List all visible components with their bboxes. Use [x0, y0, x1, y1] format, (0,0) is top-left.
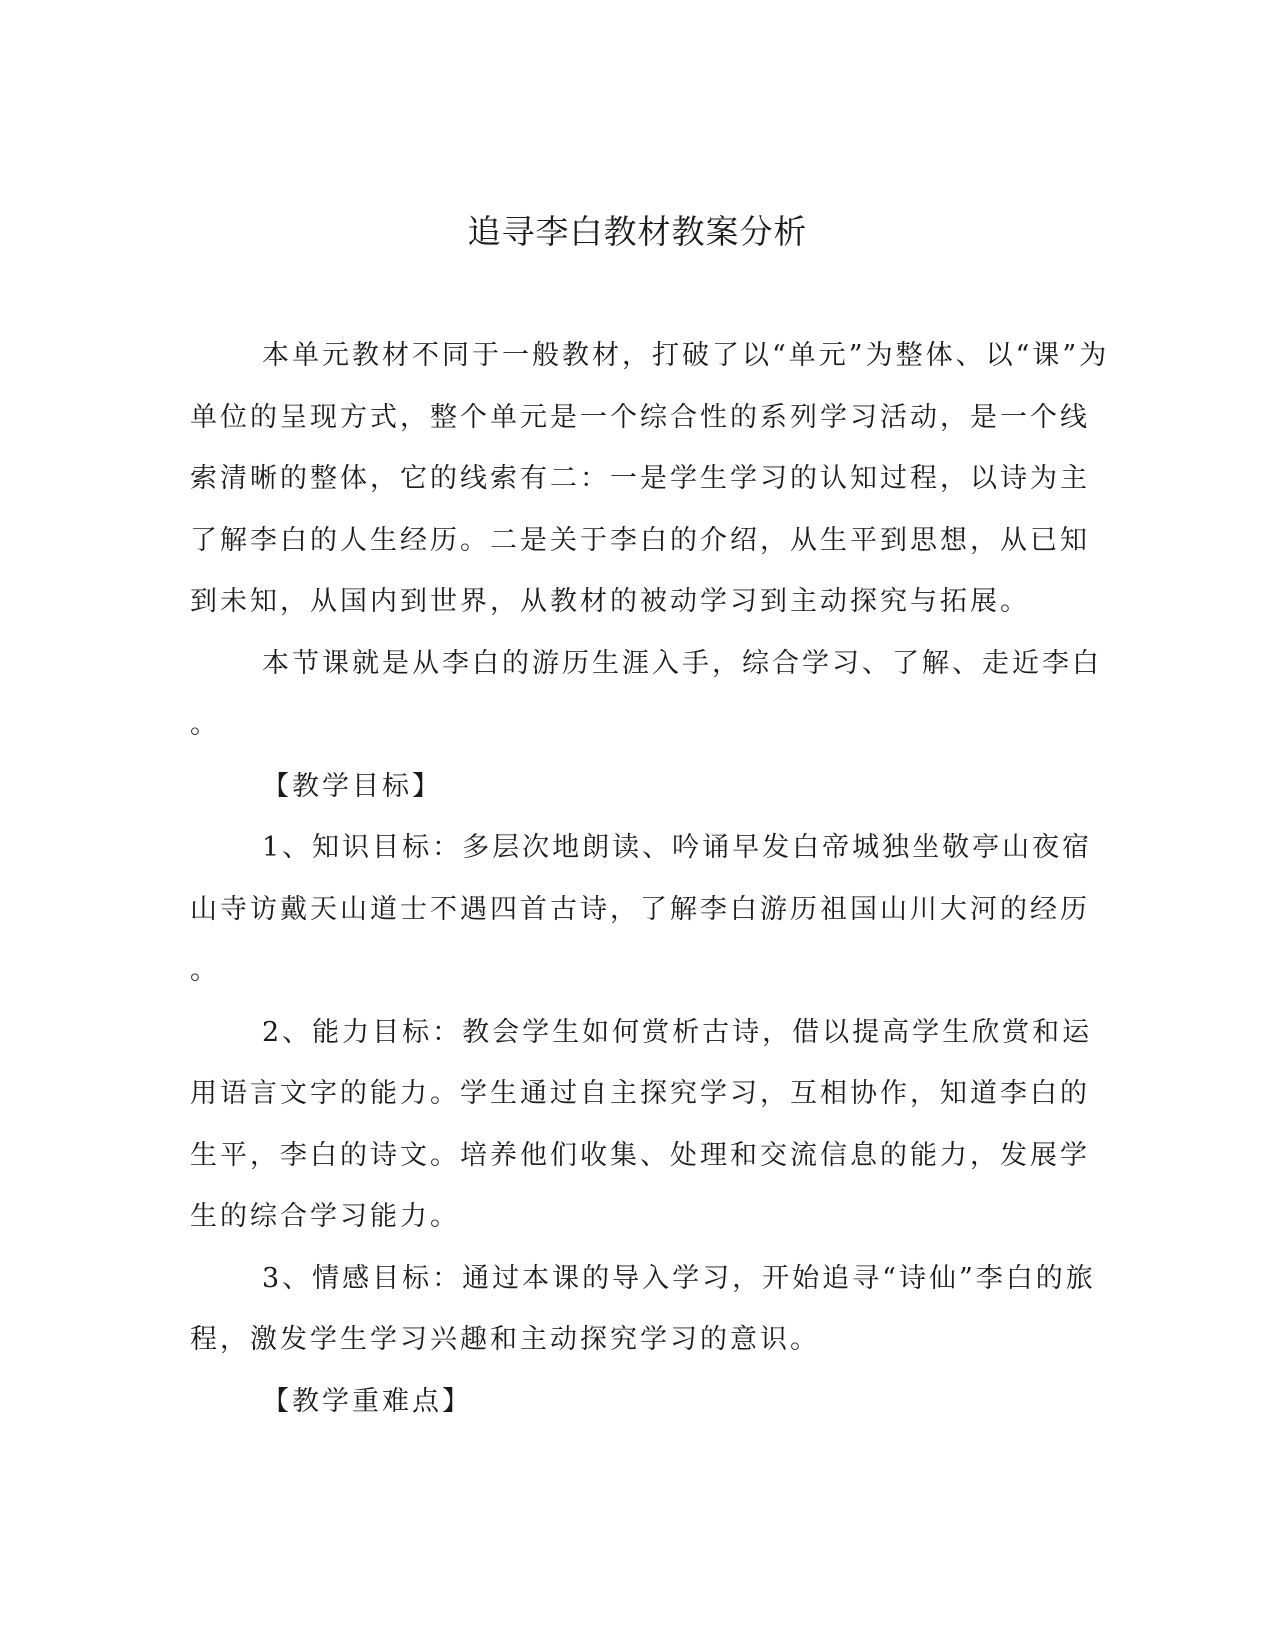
paragraph-line: 单位的呈现方式，整个单元是一个综合性的系列学习活动，是一个线: [190, 401, 1090, 433]
paragraph-line: 。: [190, 709, 220, 740]
section-heading: 【教学目标】: [262, 770, 442, 802]
paragraph-line: 3、情感目标：通过本课的导入学习，开始追寻“诗仙”李白的旅: [262, 1262, 1096, 1294]
document-title: 追寻李白教材教案分析: [467, 212, 808, 251]
paragraph-line: 了解李白的人生经历。二是关于李白的介绍，从生平到思想，从已知: [190, 524, 1090, 556]
paragraph-line: 到未知，从国内到世界，从教材的被动学习到主动探究与拓展。: [190, 586, 1030, 617]
paragraph-line: 。: [190, 955, 220, 986]
paragraph-line: 2、能力目标：教会学生如何赏析古诗，借以提高学生欣赏和运: [262, 1016, 1093, 1048]
paragraph-line: 用语言文字的能力。学生通过自主探究学习，互相协作，知道李白的: [190, 1078, 1090, 1109]
paragraph-line: 1、知识目标：多层次地朗读、吟诵早发白帝城独坐敬亭山夜宿: [262, 832, 1093, 863]
paragraph-line: 本单元教材不同于一般教材，打破了以“单元”为整体、以“课”为: [262, 340, 1110, 371]
paragraph-line: 索清晰的整体，它的线索有二：一是学生学习的认知过程，以诗为主: [190, 463, 1090, 494]
paragraph-line: 生平，李白的诗文。培养他们收集、处理和交流信息的能力，发展学: [190, 1139, 1090, 1171]
paragraph-line: 山寺访戴天山道士不遇四首古诗，了解李白游历祖国山川大河的经历: [190, 893, 1090, 925]
paragraph-line: 生的综合学习能力。: [190, 1201, 460, 1232]
section-heading: 【教学重难点】: [262, 1385, 472, 1417]
document-body: [190, 325, 1110, 1432]
paragraph-line: 程，激发学生学习兴趣和主动探究学习的意识。: [190, 1324, 820, 1355]
paragraph-line: 本节课就是从李白的游历生涯入手，综合学习、了解、走近李白: [262, 647, 1102, 679]
